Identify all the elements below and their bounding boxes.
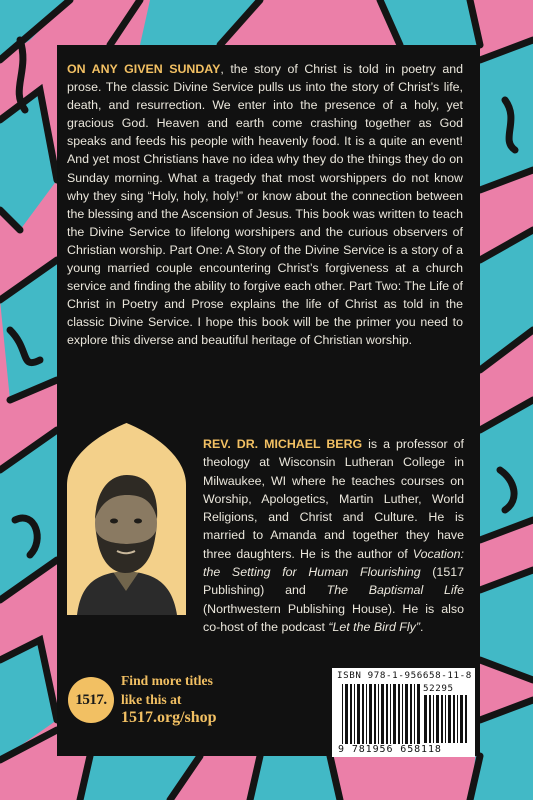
book-title-1: Vocation: the Setting for Human Flourishing xyxy=(203,546,464,580)
more-titles-line-1: Find more titles xyxy=(121,673,213,688)
author-name: REV. DR. MICHAEL BERG xyxy=(203,437,363,451)
book-title-2: The Baptismal Life xyxy=(326,583,464,598)
description-text: , the story of Christ is told in poetry and prose. The classic Divine Service pulls us into the story of Christ’s life, death, and resurrection. We enter into the presence of a holy, yet gracious God. Heaven and earth come crashing together as God speaks and feeds his people with heavenly food. It is a quite an event! And yet most Christians have no idea why they do the things they do on Sunday morning. What a tragedy that most worshippers do not know why they sing “Holy, holy, holy!” or know about the connection between the blessing and the Ascension of Jesus. This book was written to teach the Divine Service to lifelong worshipers and the curious observers of Christian worship. Part One: A Story of the Divine Service is a story of a young married couple encountering Christ’s forgiveness at a church service and finding the ability to forgive each other. Part Two: The Life of Christ in Poetry and Prose explains the life of Christ as told in the classic Divine Service. I hope this book will be the primer you need to explore this diverse and beautiful heritage of Christian worship. xyxy=(67,62,463,348)
isbn-label: ISBN 978-1-956658-11-8 xyxy=(337,670,472,681)
barcode-bar xyxy=(453,695,455,743)
bio-text-4: . xyxy=(419,619,424,634)
barcode-bar xyxy=(386,684,388,744)
barcode-bar xyxy=(369,684,372,744)
barcode-bar xyxy=(357,684,360,744)
barcode-bar xyxy=(436,695,439,743)
barcode-bar xyxy=(362,684,364,744)
barcode-bar xyxy=(366,684,367,744)
bio-text-3: (Northwestern Publishing House). He is also co-host of the podcast xyxy=(203,601,464,634)
barcode-bar xyxy=(441,695,443,743)
barcode-bar xyxy=(405,684,408,744)
description-lead: ON ANY GIVEN SUNDAY xyxy=(67,62,221,76)
price-addon-code: 52295 xyxy=(423,683,454,694)
barcode-bar xyxy=(417,684,420,744)
author-bio xyxy=(203,435,464,636)
ean-digits: 9 781956 658118 xyxy=(338,744,442,755)
barcode-bar xyxy=(374,684,376,744)
barcode-bar xyxy=(414,684,415,744)
barcode-bar xyxy=(390,684,391,744)
shop-link[interactable]: 1517.org/shop xyxy=(121,709,217,726)
barcode-bar xyxy=(410,684,412,744)
barcode-bar xyxy=(429,695,431,743)
author-photo xyxy=(67,423,186,615)
addon-barcode xyxy=(424,695,470,743)
barcode-bar xyxy=(345,684,348,744)
bio-text-2: (1517 Publishing) and xyxy=(203,565,464,598)
more-titles-line-2: like this at xyxy=(121,691,182,707)
book-description xyxy=(67,60,463,350)
bio-text-1: is a professor of theology at Wisconsin Lutheran College in Milwaukee, WI where he teaches courses on Worship, Apologetics, Martin Luther, World Religions, and Christ and Culture. He is married to Amanda and together they have three daughters. He is the author of xyxy=(203,437,464,561)
barcode-bar xyxy=(433,695,434,743)
ean-barcode xyxy=(342,684,422,744)
more-titles-note xyxy=(121,672,271,728)
barcode-bar xyxy=(381,684,384,744)
barcode-bar xyxy=(424,695,427,743)
barcode-bar xyxy=(398,684,400,744)
barcode-bar xyxy=(378,684,379,744)
podcast-title: “Let the Bird Fly” xyxy=(328,619,420,634)
barcode-bar xyxy=(342,684,343,744)
barcode-bar xyxy=(457,695,458,743)
barcode-bar xyxy=(402,684,403,744)
publisher-logo: 1517. xyxy=(68,677,114,723)
barcode-bar xyxy=(448,695,451,743)
barcode-bar xyxy=(460,695,463,743)
barcode-bar xyxy=(354,684,355,744)
barcode-bar xyxy=(393,684,396,744)
barcode-bar xyxy=(445,695,446,743)
barcode-bar xyxy=(465,695,467,743)
barcode-bar xyxy=(350,684,352,744)
